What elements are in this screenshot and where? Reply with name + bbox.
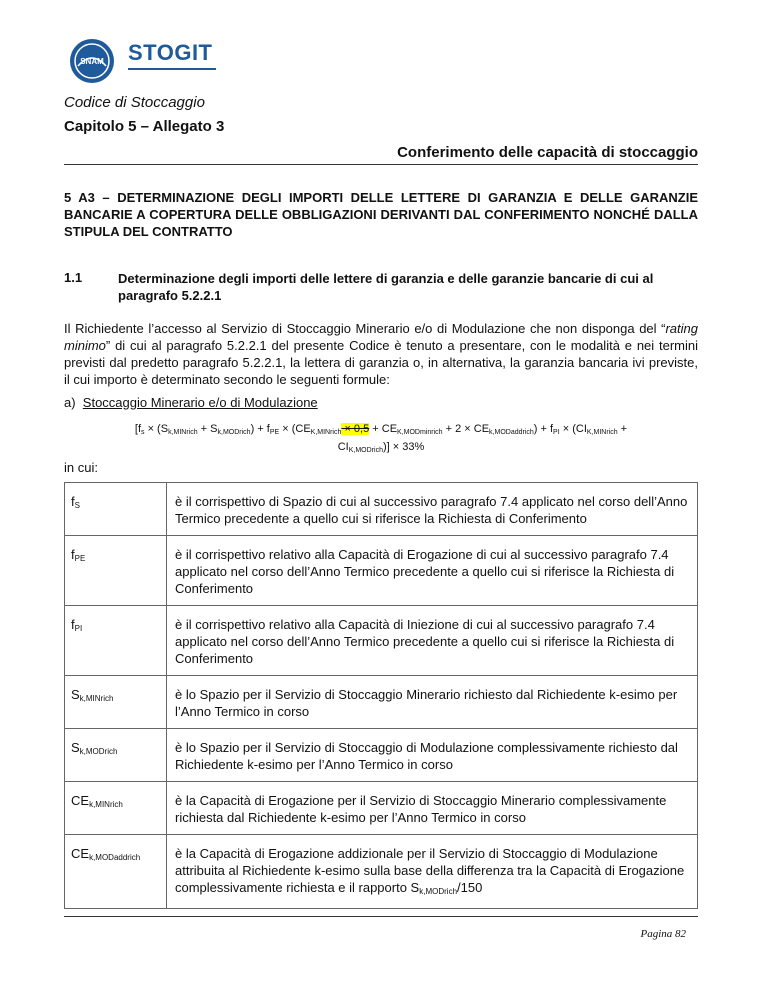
subsection-a-label: Stoccaggio Minerario e/o di Modulazione: [82, 395, 318, 410]
table-row: [65, 676, 698, 729]
table-row: [65, 729, 698, 782]
definition-description: è il corrispettivo di Spazio di cui al successivo paragrafo 7.4 applicato nel corso dell’Anno Termico precedente a quello cui si riferisce la Richiesta di Conferimento: [167, 483, 698, 536]
logo-underline: [128, 68, 216, 70]
logo-badge: SNAM: [80, 57, 104, 66]
struck-highlight: × 0,5: [341, 423, 370, 435]
page-number: Pagina 82: [640, 928, 686, 940]
footer-divider: [64, 916, 698, 917]
definition-description: è la Capacità di Erogazione per il Servizio di Stoccaggio Minerario complessivamente richiesta dal Richiedente k-esimo per l’Anno Termico in corso: [167, 782, 698, 835]
table-row: [65, 536, 698, 606]
header-divider: [64, 164, 698, 165]
definition-symbol: $S_{k,MODrich}$: [65, 729, 167, 782]
stogit-logo: [64, 36, 124, 86]
guarantee-formula: [$f_s \times (S_{k,MINrich} + S_{k,MODrich}) + f_{PE} \times (CE_{K,MINrich} \times 0,5 + CE_{K,MODminrich} + 2 \times CE_{k,MODaddrich}) + f_{PI} \times (CI_{K,MINrich}$ + $CI_{K,MODrich})] \times 33\%$: [134, 423, 628, 454]
definition-symbol: $f_{PE}$: [65, 536, 167, 606]
document-subtitle: Codice di Stoccaggio: [64, 94, 205, 111]
definition-description: è la Capacità di Erogazione addizionale per il Servizio di Stoccaggio di Modulazione attribuita al Richiedente k-esimo sulla base della differenza tra la Capacità di Erogazione complessivamente richiesta e il rapporto $S_{k,MODrich}/150$: [167, 835, 698, 909]
table-row: [65, 782, 698, 835]
definition-description: è il corrispettivo relativo alla Capacità di Erogazione di cui al successivo paragrafo 7.4 applicato nel corso dell’Anno Termico precedente a quello cui si riferisce la Richiesta di Conferimento: [167, 536, 698, 606]
definition-description: è il corrispettivo relativo alla Capacità di Iniezione di cui al successivo paragrafo 7.4 applicato nel corso dell’Anno Termico precedente a quello cui si riferisce la Richiesta di Conferimento: [167, 606, 698, 676]
table-row: [65, 606, 698, 676]
table-row: [65, 483, 698, 536]
subsection-a: a) Stoccaggio Minerario e/o di Modulazione: [64, 395, 318, 410]
table-row: [65, 835, 698, 909]
definition-symbol: $f_{PI}$: [65, 606, 167, 676]
definitions-table: [64, 482, 698, 909]
in-cui-label: in cui:: [64, 460, 98, 475]
section-number: 1.1: [64, 270, 83, 285]
definition-symbol: $f_S$: [65, 483, 167, 536]
intro-paragraph: Il Richiedente l’accesso al Servizio di Stoccaggio Minerario e/o di Modulazione che non disponga del “rating minimo” di cui al paragrafo 5.2.2.1 del presente Codice è tenuto a presentare, con le modalità e nei termini previsti dal predetto paragrafo 5.2.2.1, la lettera di garanzia o, in alternativa, la garanzia bancaria ivi previste, il cui importo è determinato secondo le seguenti formule:: [64, 321, 698, 387]
definition-symbol: $CE_{k,MODaddrich}$: [65, 835, 167, 909]
section-heading-right: Conferimento delle capacità di stoccaggio: [397, 144, 698, 161]
definition-symbol: $CE_{k,MINrich}$: [65, 782, 167, 835]
main-title: 5 A3 – DETERMINAZIONE DEGLI IMPORTI DELLE LETTERE DI GARANZIA E DELLE GARANZIE BANCARIE A COPERTURA DELLE OBBLIGAZIONI DERIVANTI DAL CONFERIMENTO NONCHÉ DALLA STIPULA DEL CONTRATTO: [64, 190, 698, 239]
definition-description: è lo Spazio per il Servizio di Stoccaggio di Modulazione complessivamente richiesto dal Richiedente k-esimo per l’Anno Termico in corso: [167, 729, 698, 782]
definition-symbol: $S_{k,MINrich}$: [65, 676, 167, 729]
definition-description: è lo Spazio per il Servizio di Stoccaggio Minerario richiesto dal Richiedente k-esimo per l’Anno Termico in corso: [167, 676, 698, 729]
section-title: Determinazione degli importi delle lettere di garanzia e delle garanzie bancarie di cui al paragrafo 5.2.2.1: [118, 271, 654, 303]
rating-minimo-term: rating minimo: [64, 321, 698, 353]
chapter-title: Capitolo 5 – Allegato 3: [64, 118, 225, 135]
logo-wordmark: STOGIT: [128, 40, 213, 65]
